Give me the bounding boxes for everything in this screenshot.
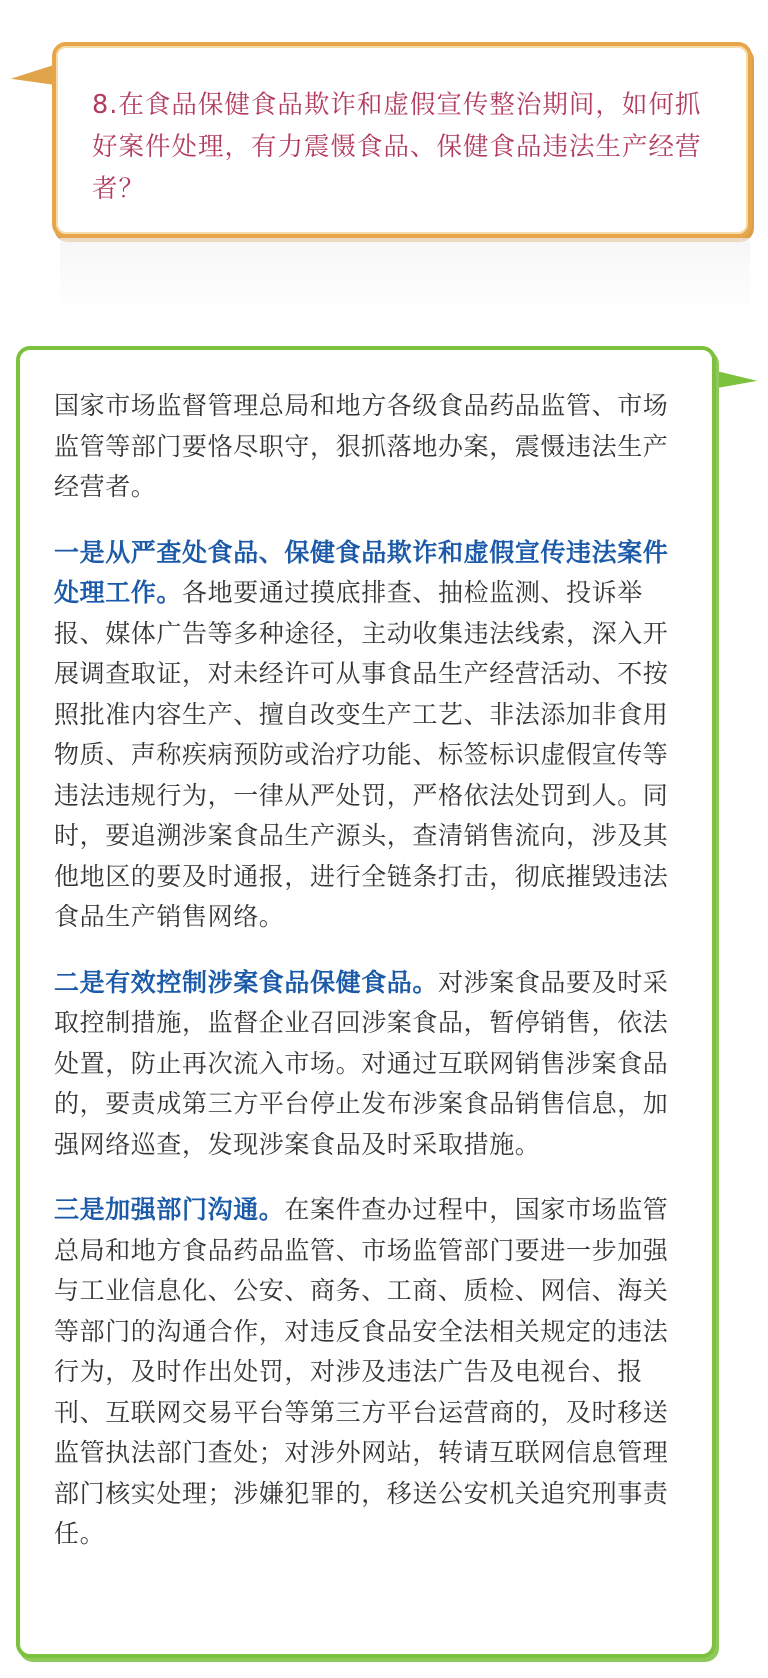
answer-point-3: [54, 1190, 682, 1555]
question-bubble: [52, 42, 752, 238]
answer-intro: 国家市场监督管理总局和地方各级食品药品监管、市场监管等部门要恪尽职守，狠抓落地办案，震慑违法生产经营者。: [54, 391, 669, 501]
answer-point-1: [54, 533, 682, 938]
answer-point-3-body: 在案件查办过程中，国家市场监管总局和地方食品药品监管、市场监管部门要进一步加强与工业信息化、公安、商务、工商、质检、网信、海关等部门的沟通合作，对违反食品安全法相关规定的违法行为，及时作出处罚，对涉及违法广告及电视台、报刊、互联网交易平台等第三方平台运营商的，及时移送监管执法部门查处；对涉外网站，转请互联网信息管理部门核实处理；涉嫌犯罪的，移送公安机关追究刑事责任。: [54, 1195, 669, 1548]
answer-point-1-body: 各地要通过摸底排查、抽检监测、投诉举报、媒体广告等多种途径，主动收集违法线索，深入开展调查取证，对未经许可从事食品生产经营活动、不按照批准内容生产、擅自改变生产工艺、非法添加非食用物质、声称疾病预防或治疗功能、标签标识虚假宣传等违法违规行为，一律从严处罚，严格依法处罚到人。同时，要追溯涉案食品生产源头，查清销售流向，涉及其他地区的要及时通报，进行全链条打击，彻底摧毁违法食品生产销售网络。: [54, 578, 669, 931]
answer-point-1-lead: 一是从严查处食品、保健食品欺诈和虚假宣传违法案件处理工作。: [54, 537, 669, 607]
question-text: 8.在食品保健食品欺诈和虚假宣传整治期间，如何抓好案件处理，有力震慑食品、保健食品违法生产经营者？: [92, 90, 702, 204]
answer-point-2: [54, 963, 682, 1166]
answer-point-2-lead: 二是有效控制涉案食品保健食品。: [54, 967, 439, 997]
answer-point-3-lead: 三是加强部门沟通。: [54, 1195, 285, 1224]
answer-point-2-body: 对涉案食品要及时采取控制措施，监督企业召回涉案食品，暂停销售，依法处置，防止再次流入市场。对通过互联网销售涉案食品的，要责成第三方平台停止发布涉案食品销售信息，加强网络巡查，发现涉案食品及时采取措施。: [54, 967, 669, 1159]
question-bubble-shadow: [60, 238, 750, 318]
answer-bubble: [16, 346, 716, 1658]
